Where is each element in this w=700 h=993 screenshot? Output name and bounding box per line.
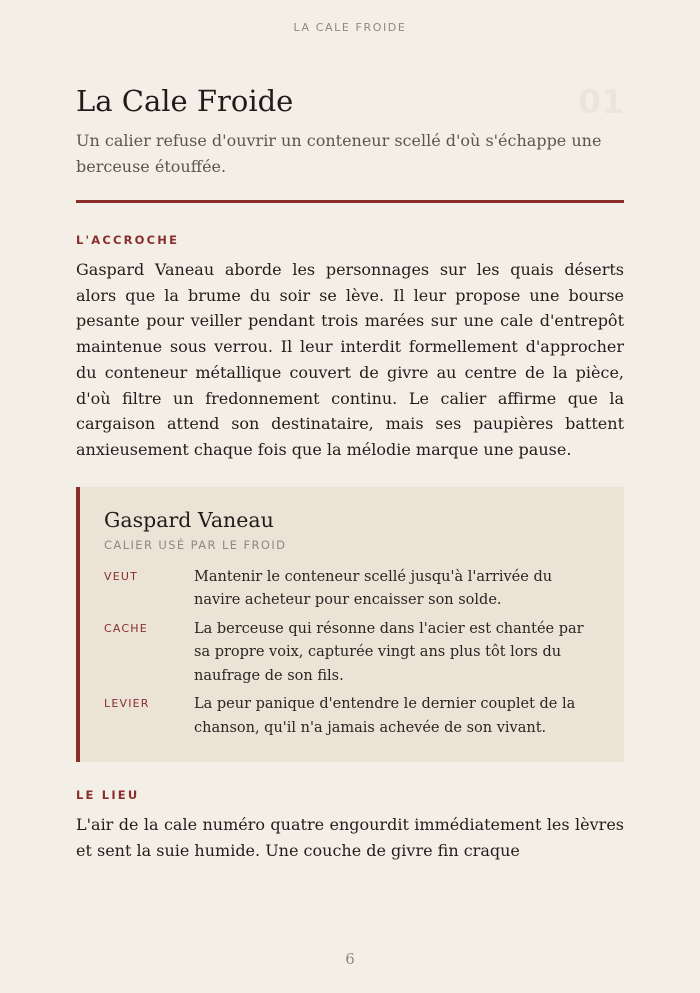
npc-card [76, 487, 624, 763]
npc-key: CACHE [104, 621, 148, 635]
npc-key: VEUT [104, 569, 139, 583]
page-number: 6 [345, 950, 355, 968]
npc-value: La peur panique d'entendre le dernier couplet de la chanson, qu'il n'a jamais achevée de son vivant. [194, 696, 576, 736]
title-row [76, 82, 624, 120]
place-text: L'air de la cale numéro quatre engourdit immédiatement les lèvres et sent la suie humide. Une couche de givre fin craque [76, 815, 624, 860]
npc-key: LEVIER [104, 697, 150, 711]
title-divider [76, 200, 624, 203]
npc-row-levier [104, 693, 600, 740]
npc-role: CALIER USÉ PAR LE FROID [104, 537, 287, 552]
npc-row-cache [104, 618, 600, 689]
scene-number: 01 [578, 82, 624, 121]
npc-value: Mantenir le conteneur scellé jusqu'à l'arrivée du navire acheteur pour encaisser son solde. [194, 568, 553, 609]
hook-text: Gaspard Vaneau aborde les personnages sur les quais déserts alors que la brume du soir se lève. Il leur propose une bourse pesante pour veiller pendant trois marées sur une cale d'entrepôt maintenue sous verrou. Il leur interdit formellement d'approcher du conteneur métallique couvert de givre au centre de la pièce, d'où filtre un fredonnement continu. Le calier affirme que la cargaison attend son destinataire, mais ses paupières battent anxieusement chaque fois que la mélodie marque une pause. [76, 260, 624, 459]
page-content [76, 82, 624, 864]
running-head: LA CALE FROIDE [293, 21, 407, 34]
npc-details [104, 566, 600, 741]
scene-subtitle: Un calier refuse d'ouvrir un conteneur scellé d'où s'échappe une berceuse étouffée. [76, 131, 602, 176]
hook-label: L'ACCROCHE [76, 233, 180, 247]
place-label: LE LIEU [76, 788, 140, 803]
scene-title: La Cale Froide [76, 84, 294, 118]
npc-value: La berceuse qui résonne dans l'acier est chantée par sa propre voix, capturée vingt ans plus tôt lors du naufrage de son fils. [194, 620, 584, 684]
npc-name: Gaspard Vaneau [104, 507, 274, 532]
npc-row-veut [104, 566, 600, 613]
